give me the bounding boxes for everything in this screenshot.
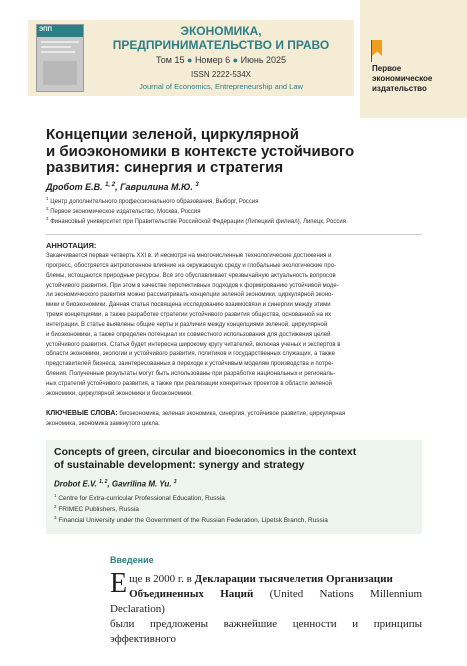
journal-title-en: Journal of Economics, Entrepreneurship and Law bbox=[139, 82, 303, 91]
intro-text: Е ще в 2000 г. в Декларации тысячелетия Организации Объединенных Наций (United Nations Millennium Declaration) были предложены важнейшие ценности и принципы эффективного bbox=[110, 568, 423, 645]
article-title-en: Concepts of green, circular and bioeconomics in the context of sustainable development: synergy and strategy bbox=[54, 446, 357, 471]
author-affiliation-ref: 3 bbox=[195, 182, 199, 188]
cover-text-line bbox=[41, 41, 79, 43]
author-name: Дробот Е.В. bbox=[46, 182, 103, 192]
keywords-heading: КЛЮЧЕВЫЕ СЛОВА: bbox=[46, 410, 118, 417]
publisher-name: Первое экономическое издательство bbox=[372, 64, 433, 93]
flag-pole bbox=[371, 40, 372, 62]
abstract-text: Заканчивается первая четверть XXI в. И несмотря на многочисленные технологические достижения и прогресс, обостряется антропогенное влияние на окружающую среду и глобальные экологические про- блемы, истощаются природные ресурсы. Все это обуславливает чрезвычайную актуальность вопросов устойчивого развития. При этом в качестве перспективных подходов к формированию устойчивой моде- ли экономического развития можно рассматривать концепции зеленой экономики, циркулярной эконо- мики и биоэкономики. Данная статья посвящена исследованию взаимосвязи и синергии между этими тремя концепциями, а также разработке стратегии устойчивого развития общества, основанной на их интеграции. В статье выявлены общие черты и различия между концепциями зеленой, циркулярной и биоэкономики, а также определен потенциал их совместного использования для достижения целей устойчивого развития. Статья будет интересна широкому кругу читателей, включая ученых и экспертов в области экономики, экологии и устойчивого развития, политиков и государственных служащих, а также представителей бизнеса, заинтересованных в переходе к устойчивым моделям производства и потре- бления. Полученные результаты могут быть использованы при разработке национальных и региональ- ных стратегий устойчивого развития, а также при реализации конкретных проектов в области зеленой экономики, циркулярной экономики и биоэкономики. bbox=[46, 253, 341, 397]
volume: Том 15 bbox=[155, 55, 185, 65]
bullet-icon: ● bbox=[186, 55, 193, 65]
affiliation-en: $^1$ Centre for Extra-curricular Professional Education, Russia bbox=[54, 493, 225, 503]
author-name: Gavrilina M. Yu. bbox=[111, 479, 172, 489]
author-name: Гаврилина М.Ю. bbox=[120, 182, 193, 192]
keywords-text: экономика, экономика замкнутого цикла. bbox=[46, 421, 160, 427]
article-title: Концепции зеленой, циркулярной и биоэкономики в контексте устойчивого развития: синергия и стратегия bbox=[46, 126, 355, 176]
cover-image bbox=[43, 61, 77, 85]
affiliation: $^3$ Финансовый университет при Правительстве Российской Федерации (Липецкий филиал), Липецк, Россия bbox=[46, 216, 346, 225]
section-heading-intro: Введение bbox=[110, 555, 154, 565]
author-separator: , bbox=[115, 182, 118, 192]
cover-logo: ЭПП bbox=[39, 27, 52, 33]
author-affiliation-ref: 3 bbox=[173, 479, 177, 485]
keywords bbox=[46, 409, 422, 429]
divider bbox=[46, 234, 422, 235]
publisher-sidebar bbox=[360, 0, 467, 118]
abstract-heading: АННОТАЦИЯ: bbox=[46, 241, 97, 250]
cover-text-line bbox=[41, 46, 71, 48]
authors-en bbox=[54, 479, 176, 489]
author-name: Drobot E.V. bbox=[54, 479, 97, 489]
affiliation-en: $^3$ Financial University under the Government of the Russian Federation, Lipetsk Branch, Russia bbox=[54, 515, 328, 525]
cover-text-line bbox=[41, 51, 75, 53]
affiliation-en: $^2$ FRIMEC Publishers, Russia bbox=[54, 504, 139, 514]
issue-number: Номер 6 bbox=[194, 55, 231, 65]
author-affiliation-ref: 1, 2 bbox=[105, 182, 116, 188]
author-separator: , bbox=[107, 479, 110, 489]
affiliation: $^1$ Центр дополнительного профессионального образования, Выборг, Россия bbox=[46, 196, 259, 205]
keywords-text: биоэкономика, зеленая экономика, синергия, устойчивое развитие, циркулярная bbox=[119, 411, 346, 417]
journal-title: ЭКОНОМИКА, ПРЕДПРИНИМАТЕЛЬСТВО И ПРАВО bbox=[112, 24, 330, 52]
author-affiliation-ref: 1, 2 bbox=[99, 479, 108, 485]
bullet-icon: ● bbox=[232, 55, 239, 65]
issue-info bbox=[90, 55, 352, 65]
authors bbox=[46, 182, 199, 192]
issn: ISSN 2222-534X bbox=[190, 70, 252, 79]
affiliation: $^2$ Первое экономическое издательство, Москва, Россия bbox=[46, 206, 201, 215]
journal-cover-thumbnail bbox=[36, 24, 84, 92]
dropcap: Е bbox=[110, 568, 128, 599]
issue-date: Июнь 2025 bbox=[240, 55, 287, 65]
